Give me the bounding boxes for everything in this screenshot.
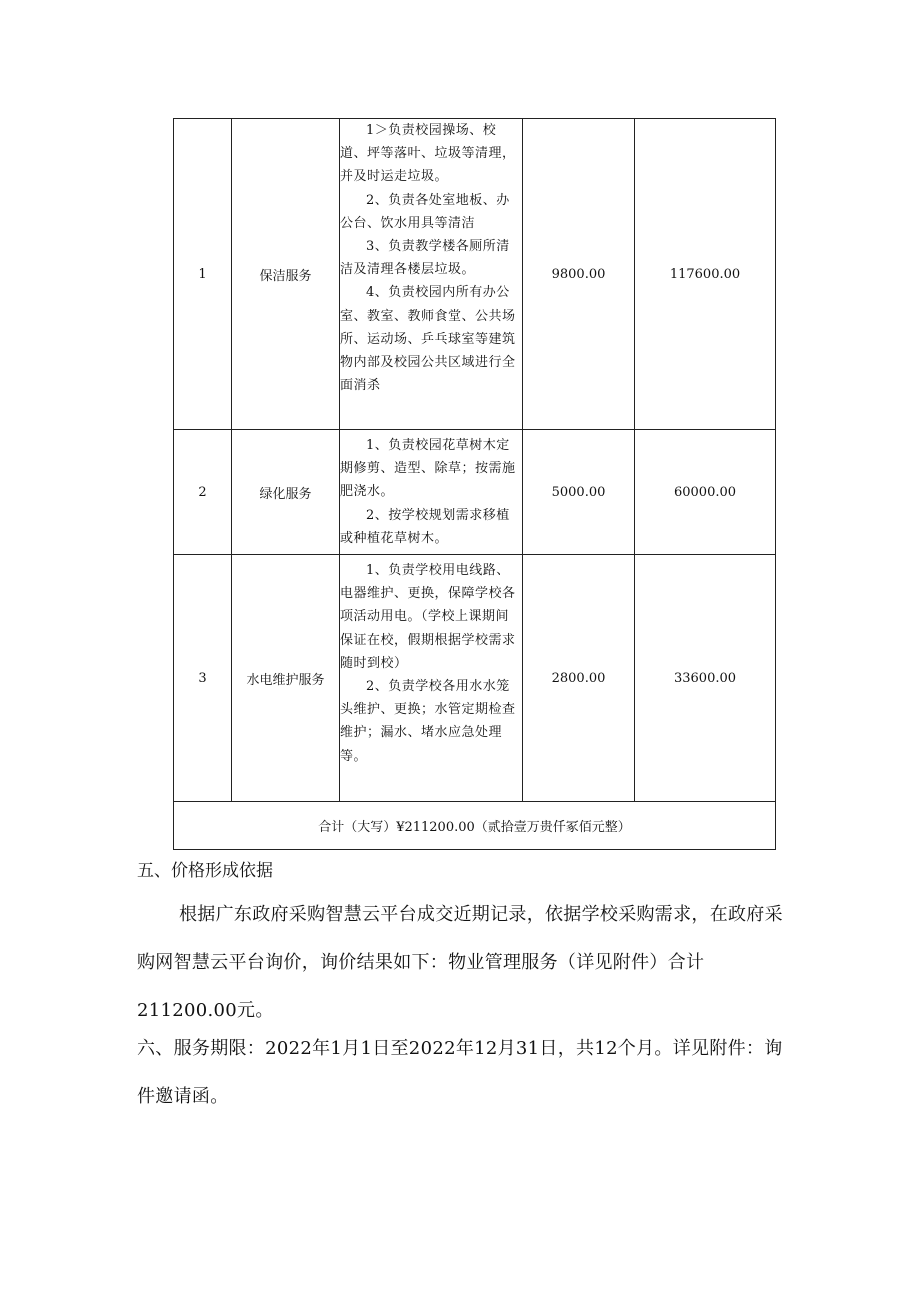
service-description xyxy=(340,430,523,555)
table-row xyxy=(174,430,776,555)
grand-total: 合计（大写）¥211200.00（贰拾壹万贵仟冢佰元整） xyxy=(174,802,776,850)
row-index: 2 xyxy=(174,430,232,555)
description-item: 1、负责学校用电线路、电器维护、更换，保障学校各项活动用电。（学校上课期间保证在校，假期根据学校需求随时到校） xyxy=(340,563,516,671)
service-name: 绿化服务 xyxy=(232,430,340,555)
service-description xyxy=(340,555,523,802)
table-row xyxy=(174,119,776,430)
description-item: 2、按学校规划需求移植或种植花草树木。 xyxy=(340,507,510,546)
monthly-price: 5000.00 xyxy=(523,430,635,555)
row-total: 33600.00 xyxy=(635,555,776,802)
row-total: 60000.00 xyxy=(635,430,776,555)
row-index: 3 xyxy=(174,555,232,802)
service-name: 保洁服务 xyxy=(232,119,340,430)
section-5-heading: 五、价格形成依据 xyxy=(137,861,273,881)
row-index: 1 xyxy=(174,119,232,430)
monthly-price: 9800.00 xyxy=(523,119,635,430)
description-item: 1＞负责校园操场、校道、坪等落叶、垃圾等清理，并及时运走垃圾。 xyxy=(340,123,516,185)
description-item: 2、负责各处室地板、办公台、饮水用具等清洁 xyxy=(340,192,510,231)
description-item: 1、负责校园花草树木定期修剪、造型、除草；按需施肥浇水。 xyxy=(340,438,516,500)
total-row xyxy=(174,802,776,850)
monthly-price: 2800.00 xyxy=(523,555,635,802)
section-6-paragraph: 六、服务期限：2022年1月1日至2022年12月31日，共12个月。详见附件：询件邀请函。 xyxy=(137,1038,783,1107)
description-item: 3、负责教学楼各厕所清洁及清理各楼层垃圾。 xyxy=(340,239,510,278)
description-item: 2、负责学校各用水水笼头维护、更换；水管定期检查维护；漏水、堵水应急处理等。 xyxy=(340,679,516,764)
table-row xyxy=(174,555,776,802)
service-table xyxy=(173,118,776,850)
section-5-text: 根据广东政府采购智慧云平台成交近期记录，依据学校采购需求，在政府采购网智慧云平台询价，询价结果如下：物业管理服务（详见附件）合计211200.00元。 xyxy=(137,904,783,1021)
row-total: 117600.00 xyxy=(635,119,776,430)
service-description xyxy=(340,119,523,430)
section-5-paragraph xyxy=(137,891,797,1035)
service-name: 水电维护服务 xyxy=(232,555,340,802)
description-item: 4、负责校园内所有办公室、教室、教师食堂、公共场所、运动场、乒乓球室等建筑物内部及校园公共区域进行全面消杀 xyxy=(340,285,516,394)
